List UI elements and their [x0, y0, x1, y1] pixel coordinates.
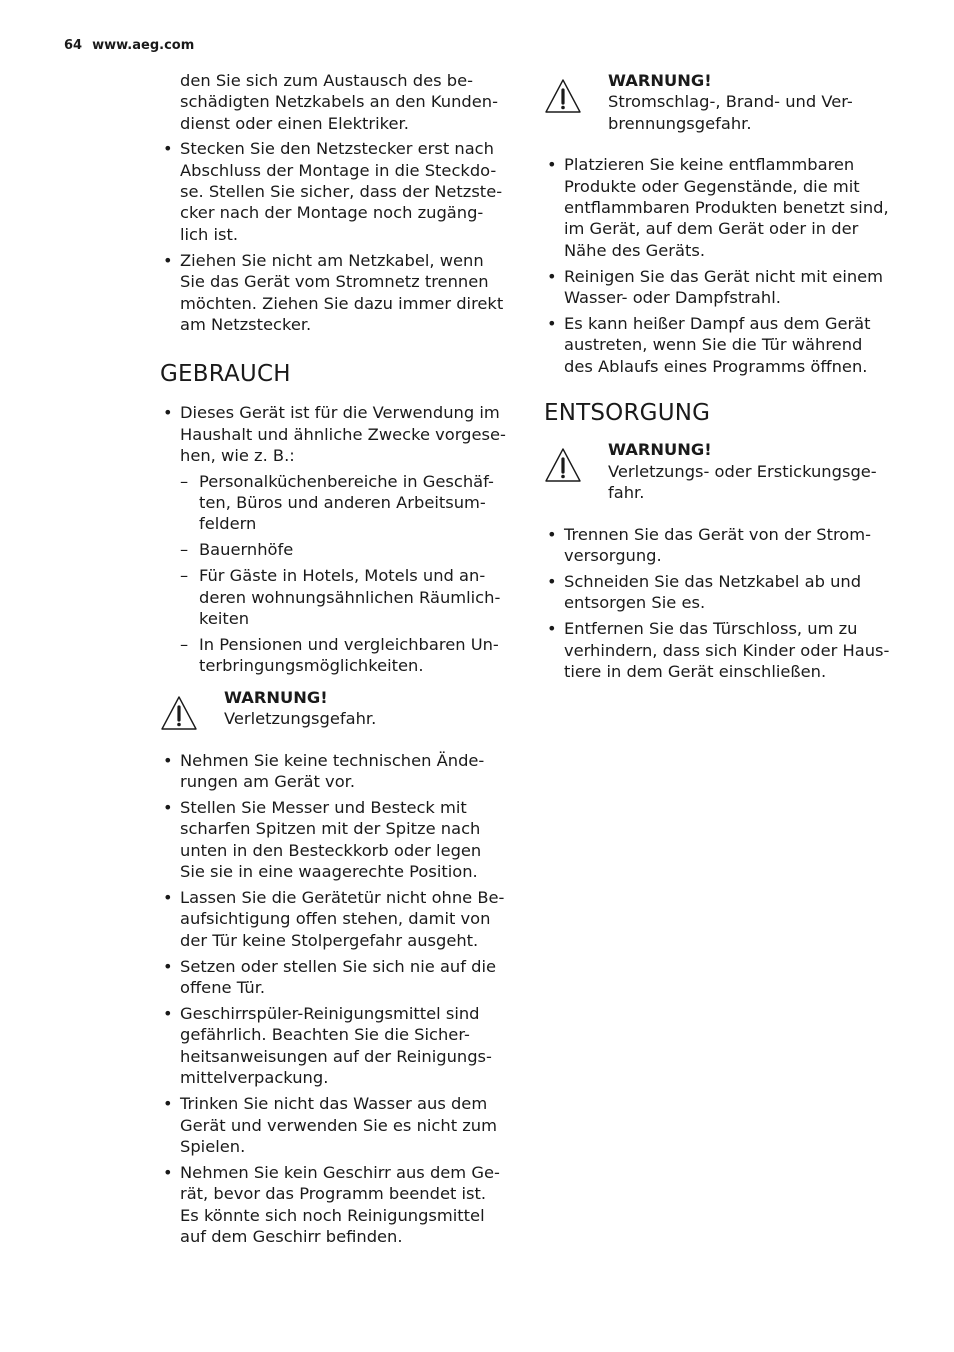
list-item: • Schneiden Sie das Netzkabel ab und entsorgen Sie es. [544, 571, 896, 614]
dash-item: – Bauernhöfe [180, 539, 512, 560]
warning-triangle-icon [544, 78, 582, 114]
warning-title: WARNUNG! [608, 71, 712, 90]
bullet-list-bottom [160, 750, 512, 1248]
section-heading-gebrauch: GEBRAUCH [160, 361, 291, 388]
bullet-list-bottom [544, 524, 896, 683]
section-heading-entsorgung: ENTSORGUNG [544, 400, 711, 427]
header-url: www.aeg.com [92, 38, 195, 53]
list-item: • Geschirrspüler-Reinigungsmittel sind gefährlich. Beachten Sie die Sicher- heitsanweisungen auf der Reinigungs- mittelverpackung. [160, 1003, 512, 1089]
list-item: • Nehmen Sie keine technischen Ände- rungen am Gerät vor. [160, 750, 512, 793]
right-column [544, 70, 896, 687]
list-item: • Lassen Sie die Gerätetür nicht ohne Be- aufsichtigung offen stehen, damit von der Tür keine Stolpergefahr ausgeht. [160, 887, 512, 951]
bullet-list-top [544, 154, 896, 377]
page-number: 64 [64, 38, 83, 53]
dash-list [180, 471, 512, 677]
list-item: • Trinken Sie nicht das Wasser aus dem Gerät und verwenden Sie es nicht zum Spielen. [160, 1093, 512, 1157]
warning-box [160, 687, 512, 730]
list-item: • Reinigen Sie das Gerät nicht mit einem Wasser- oder Dampfstrahl. [544, 266, 896, 309]
warning-text: Stromschlag-, Brand- und Ver- brennungsgefahr. [608, 92, 853, 133]
dash-item: – In Pensionen und vergleichbaren Un- terbringungsmöglichkeiten. [180, 634, 512, 677]
warning-triangle-icon [544, 447, 582, 483]
warning-triangle-icon [160, 695, 198, 731]
list-item: • Es kann heißer Dampf aus dem Gerät austreten, wenn Sie die Tür während des Ablaufs eines Programms öffnen. [544, 313, 896, 377]
list-item: • Stellen Sie Messer und Besteck mit scharfen Spitzen mit der Spitze nach unten in den Besteckkorb oder legen Sie sie in eine waagerechte Position. [160, 797, 512, 883]
dash-item: – Für Gäste in Hotels, Motels und an- deren wohnungsähnlichen Räumlich- keiten [180, 565, 512, 629]
list-item: • Entfernen Sie das Türschloss, um zu verhindern, dass sich Kinder oder Haus- tiere in dem Gerät einschließen. [544, 618, 896, 682]
bullet-list-top [160, 138, 512, 335]
list-item: • Ziehen Sie nicht am Netzkabel, wenn Sie das Gerät vom Stromnetz trennen möchten. Ziehen Sie dazu immer direkt am Netzstecker. [160, 250, 512, 336]
warning-box [544, 439, 896, 503]
warning-title: WARNUNG! [608, 440, 712, 460]
continued-paragraph: den Sie sich zum Austausch des be- schädigten Netzkabels an den Kunden- dienst oder einen Elektriker. [180, 71, 498, 133]
warning-title: WARNUNG! [224, 687, 328, 707]
warning-text: Verletzungs- oder Erstickungsge- fahr. [608, 461, 877, 503]
left-column [160, 70, 512, 1252]
list-item: • Nehmen Sie kein Geschirr aus dem Ge- rät, bevor das Programm beendet ist. Es könnte sich noch Reinigungsmittel auf dem Geschirr befinden. [160, 1162, 512, 1248]
warning-text: Verletzungsgefahr. [224, 709, 377, 729]
page-header [64, 38, 194, 53]
list-item-text: • Dieses Gerät ist für die Verwendung im Haushalt und ähnliche Zwecke vorgese- hen, wie z. B.: [180, 403, 506, 466]
list-item: • Platzieren Sie keine entflammbaren Produkte oder Gegenstände, die mit entflammbaren Produkten benetzt sind, im Gerät, auf dem Gerät oder in der Nähe des Geräts. [544, 154, 896, 261]
dash-item: – Personalküchenbereiche in Geschäf- ten, Büros und anderen Arbeitsum- feldern [180, 471, 512, 535]
list-item: • Stecken Sie den Netzstecker erst nach Abschluss der Montage in die Steckdo- se. Stellen Sie sicher, dass der Netzste- cker nach der Montage noch zugäng- lich ist. [160, 138, 512, 245]
list-item [160, 402, 512, 676]
gebrauch-list [160, 402, 512, 676]
warning-box [544, 70, 896, 134]
list-item: • Setzen oder stellen Sie sich nie auf die offene Tür. [160, 956, 512, 999]
list-item: • Trennen Sie das Gerät von der Strom- versorgung. [544, 524, 896, 567]
